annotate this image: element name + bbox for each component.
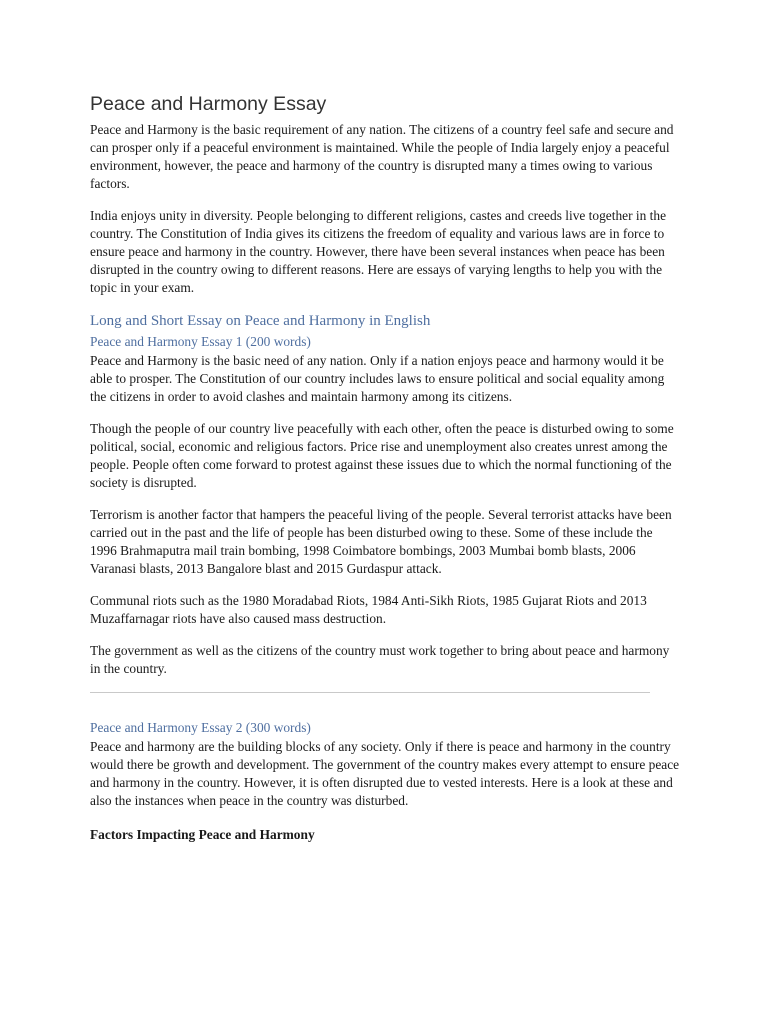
essay1-paragraph: Terrorism is another factor that hampers the peaceful living of the people. Several terrorist attacks have been carried out in the past and the life of people has been disturbed owing to these. Some of these include the 1996 Brahmaputra mail train bombing, 1998 Coimbatore bombings, 2003 Mumbai bomb blasts, 2006 Varanasi blasts, 2013 Bangalore blast and 2015 Gurdaspur attack. <box>90 507 672 576</box>
essay2-paragraph: Peace and harmony are the building blocks of any society. Only if there is peace and harmony in the country would there be growth and development. The government of the country makes every attempt to ensure peace and harmony in the country. However, it is often disrupted due to vested interests. Here is a look at these and also the instances when peace in the country was disturbed. <box>90 739 680 808</box>
intro-paragraph: India enjoys unity in diversity. People belonging to different religions, castes and creeds live together in the country. The Constitution of India gives its citizens the freedom of equality and various laws are in force to ensure peace and harmony in the country. However, there have been several instances when peace has been disrupted in the country owing to different reasons. Here are essays of varying lengths to help you with the topic in your exam. <box>90 208 667 295</box>
essay1-paragraph: Communal riots such as the 1980 Moradabad Riots, 1984 Anti-Sikh Riots, 1985 Gujarat Riots and 2013 Muzaffarnagar riots have also caused mass destruction. <box>90 593 647 626</box>
essay1-paragraph: Though the people of our country live peacefully with each other, often the peace is disturbed owing to some political, social, economic and religious factors. Price rise and unemployment also creates unrest among the people. People often come forward to protest against these issues due to which the normal functioning of the society is disrupted. <box>90 421 674 490</box>
essay1-paragraph: The government as well as the citizens of the country must work together to bring about peace and harmony in the country. <box>90 643 670 676</box>
section-heading: Long and Short Essay on Peace and Harmony in English <box>90 313 431 329</box>
essay2-subheading: Factors Impacting Peace and Harmony <box>90 827 315 842</box>
horizontal-divider <box>90 692 650 693</box>
intro-paragraph: Peace and Harmony is the basic requirement of any nation. The citizens of a country feel safe and secure and can prosper only if a peaceful environment is maintained. While the people of India largely enjoy a peaceful environment, however, the peace and harmony of the country is disrupted many a times owing to various factors. <box>90 122 674 191</box>
document-page <box>90 92 682 844</box>
essay1-heading: Peace and Harmony Essay 1 (200 words) <box>90 334 311 349</box>
essay1-paragraph: Peace and Harmony is the basic need of any nation. Only if a nation enjoys peace and harmony would it be able to prosper. The Constitution of our country includes laws to ensure political and social equality among the citizens in order to avoid clashes and maintain harmony among its citizens. <box>90 353 665 404</box>
page-title: Peace and Harmony Essay <box>90 93 327 115</box>
essay2-heading: Peace and Harmony Essay 2 (300 words) <box>90 720 311 735</box>
